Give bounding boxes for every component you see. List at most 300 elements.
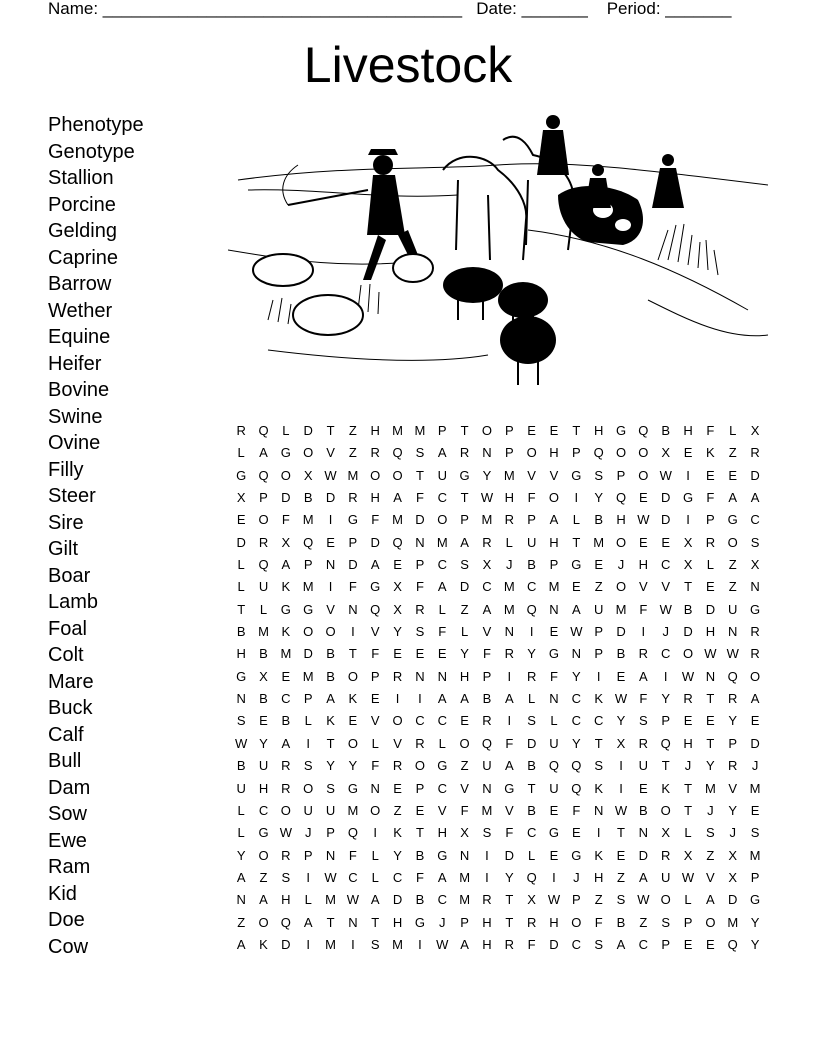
grid-letter[interactable]: T	[706, 691, 715, 707]
grid-letter[interactable]: P	[616, 467, 626, 483]
grid-letter[interactable]: E	[437, 646, 447, 662]
grid-letter[interactable]: F	[505, 735, 514, 751]
grid-letter[interactable]: H	[459, 668, 470, 684]
grid-letter[interactable]: X	[393, 601, 402, 617]
grid-letter[interactable]: E	[571, 579, 581, 595]
grid-letter[interactable]: D	[236, 534, 246, 550]
grid-letter[interactable]: B	[527, 557, 536, 573]
grid-letter[interactable]: C	[437, 557, 447, 573]
grid-letter[interactable]: M	[481, 802, 493, 818]
grid-letter[interactable]: P	[460, 914, 469, 930]
grid-letter[interactable]: O	[705, 914, 716, 930]
grid-letter[interactable]: A	[504, 691, 514, 707]
grid-letter[interactable]: H	[638, 557, 649, 573]
grid-letter[interactable]: N	[370, 780, 380, 796]
grid-letter[interactable]: A	[750, 691, 760, 707]
grid-letter[interactable]: V	[661, 579, 671, 595]
grid-letter[interactable]: I	[373, 825, 378, 841]
grid-letter[interactable]: J	[729, 825, 736, 841]
grid-letter[interactable]: A	[639, 668, 648, 684]
grid-letter[interactable]: L	[438, 735, 446, 751]
grid-letter[interactable]: Q	[258, 557, 269, 573]
grid-letter[interactable]: L	[304, 713, 312, 729]
grid-letter[interactable]: Q	[370, 601, 381, 617]
grid-letter[interactable]: T	[684, 802, 693, 818]
grid-letter[interactable]: W	[436, 936, 449, 952]
grid-letter[interactable]: M	[727, 914, 739, 930]
grid-letter[interactable]: X	[460, 825, 469, 841]
grid-letter[interactable]: S	[236, 713, 246, 729]
grid-letter[interactable]: D	[459, 579, 470, 595]
grid-letter[interactable]: U	[258, 579, 269, 595]
grid-letter[interactable]: W	[480, 490, 494, 506]
grid-letter[interactable]: N	[459, 847, 470, 863]
grid-letter[interactable]: Z	[706, 847, 715, 863]
grid-letter[interactable]: D	[303, 646, 313, 662]
grid-letter[interactable]: B	[482, 691, 492, 707]
grid-letter[interactable]: S	[326, 780, 335, 796]
grid-letter[interactable]: H	[281, 892, 291, 908]
grid-letter[interactable]: R	[750, 624, 760, 640]
grid-letter[interactable]: U	[482, 758, 492, 774]
grid-letter[interactable]: X	[527, 892, 536, 908]
grid-letter[interactable]: S	[594, 758, 603, 774]
grid-letter[interactable]: Z	[639, 914, 648, 930]
grid-letter[interactable]: B	[415, 847, 425, 863]
grid-letter[interactable]: P	[706, 512, 715, 528]
grid-letter[interactable]: E	[393, 557, 402, 573]
grid-letter[interactable]: W	[659, 601, 672, 617]
grid-letter[interactable]: D	[281, 490, 291, 506]
grid-letter[interactable]: B	[303, 490, 313, 506]
grid-letter[interactable]: O	[548, 490, 560, 506]
grid-letter[interactable]: L	[237, 557, 245, 573]
grid-letter[interactable]: U	[593, 601, 604, 617]
grid-letter[interactable]: Z	[728, 579, 737, 595]
grid-letter[interactable]: G	[571, 467, 582, 483]
grid-letter[interactable]: X	[259, 668, 268, 684]
grid-letter[interactable]: H	[504, 490, 514, 506]
grid-letter[interactable]: T	[326, 914, 335, 930]
grid-letter[interactable]: G	[571, 557, 582, 573]
grid-letter[interactable]: K	[594, 691, 603, 707]
grid-letter[interactable]: E	[281, 668, 291, 684]
grid-letter[interactable]: M	[302, 512, 314, 528]
grid-letter[interactable]: X	[236, 490, 246, 506]
grid-letter[interactable]: Z	[348, 445, 357, 461]
grid-letter[interactable]: R	[504, 936, 514, 952]
grid-letter[interactable]: I	[485, 869, 489, 885]
grid-letter[interactable]: C	[526, 825, 537, 841]
grid-letter[interactable]: L	[729, 423, 737, 438]
grid-letter[interactable]: B	[683, 601, 693, 617]
grid-letter[interactable]: E	[594, 557, 603, 573]
grid-letter[interactable]: W	[547, 892, 561, 908]
grid-letter[interactable]: X	[661, 825, 671, 841]
grid-letter[interactable]: F	[706, 423, 715, 438]
grid-letter[interactable]: Y	[728, 713, 738, 729]
grid-letter[interactable]: J	[617, 557, 625, 573]
grid-letter[interactable]: T	[594, 735, 603, 751]
grid-letter[interactable]: R	[705, 534, 716, 550]
grid-letter[interactable]: R	[638, 646, 649, 662]
grid-letter[interactable]: C	[482, 579, 492, 595]
grid-letter[interactable]: D	[303, 423, 313, 438]
grid-letter[interactable]: G	[750, 601, 761, 617]
grid-letter[interactable]: W	[637, 512, 650, 528]
grid-letter[interactable]: K	[594, 847, 603, 863]
grid-letter[interactable]: G	[548, 825, 560, 841]
grid-letter[interactable]: F	[415, 579, 424, 595]
grid-letter[interactable]: O	[370, 467, 381, 483]
grid-letter[interactable]: D	[415, 512, 425, 528]
grid-letter[interactable]: Y	[594, 490, 603, 506]
grid-letter[interactable]: M	[704, 780, 716, 796]
grid-letter[interactable]: R	[415, 735, 425, 751]
grid-letter[interactable]: R	[459, 445, 470, 461]
grid-letter[interactable]: B	[639, 802, 648, 818]
grid-letter[interactable]: Y	[571, 735, 581, 751]
grid-letter[interactable]: H	[236, 646, 246, 662]
grid-letter[interactable]: W	[704, 646, 717, 662]
grid-letter[interactable]: O	[258, 914, 269, 930]
grid-letter[interactable]: N	[236, 892, 246, 908]
grid-letter[interactable]: O	[303, 780, 314, 796]
grid-letter[interactable]: G	[682, 490, 694, 506]
grid-letter[interactable]: M	[280, 646, 292, 662]
grid-letter[interactable]: W	[614, 691, 628, 707]
grid-letter[interactable]: H	[683, 735, 693, 751]
grid-letter[interactable]: I	[663, 668, 668, 684]
grid-letter[interactable]: R	[482, 892, 492, 908]
grid-letter[interactable]: X	[661, 445, 671, 461]
grid-letter[interactable]: Q	[593, 445, 604, 461]
grid-letter[interactable]: E	[616, 847, 626, 863]
grid-letter[interactable]: D	[750, 467, 760, 483]
grid-letter[interactable]: O	[437, 512, 448, 528]
grid-letter[interactable]: F	[706, 490, 715, 506]
grid-letter[interactable]: A	[437, 691, 447, 707]
grid-letter[interactable]: L	[684, 825, 692, 841]
grid-letter[interactable]: I	[418, 936, 422, 952]
grid-letter[interactable]: W	[637, 892, 650, 908]
grid-letter[interactable]: F	[348, 847, 357, 863]
grid-letter[interactable]: G	[548, 646, 560, 662]
grid-letter[interactable]: G	[571, 847, 582, 863]
grid-letter[interactable]: G	[347, 780, 358, 796]
grid-letter[interactable]: M	[481, 512, 493, 528]
grid-letter[interactable]: Z	[594, 892, 603, 908]
grid-letter[interactable]: H	[593, 423, 604, 438]
grid-letter[interactable]: S	[616, 892, 626, 908]
grid-letter[interactable]: H	[437, 825, 447, 841]
grid-letter[interactable]: X	[750, 423, 760, 438]
grid-letter[interactable]: T	[527, 780, 536, 796]
grid-letter[interactable]: E	[549, 847, 559, 863]
period-field[interactable]: Period: _______	[606, 0, 732, 18]
grid-letter[interactable]: N	[415, 668, 425, 684]
grid-letter[interactable]: Y	[750, 936, 760, 952]
grid-letter[interactable]: O	[258, 512, 269, 528]
grid-letter[interactable]: B	[661, 423, 671, 438]
grid-letter[interactable]: G	[280, 601, 291, 617]
grid-letter[interactable]: O	[414, 758, 425, 774]
grid-letter[interactable]: P	[594, 624, 603, 640]
grid-letter[interactable]: R	[348, 490, 358, 506]
grid-letter[interactable]: N	[504, 624, 514, 640]
grid-letter[interactable]: O	[615, 534, 627, 550]
grid-letter[interactable]: Y	[661, 691, 671, 707]
grid-letter[interactable]: I	[507, 713, 512, 729]
grid-letter[interactable]: N	[415, 534, 425, 550]
grid-letter[interactable]: B	[259, 691, 268, 707]
grid-letter[interactable]: W	[570, 624, 583, 640]
grid-letter[interactable]: P	[661, 936, 671, 952]
grid-letter[interactable]: A	[504, 758, 514, 774]
grid-letter[interactable]: F	[371, 646, 380, 662]
grid-letter[interactable]: L	[505, 534, 513, 550]
grid-letter[interactable]: A	[460, 534, 469, 550]
grid-letter[interactable]: E	[706, 936, 715, 952]
grid-letter[interactable]: B	[415, 892, 425, 908]
grid-letter[interactable]: E	[236, 512, 246, 528]
grid-letter[interactable]: A	[750, 490, 760, 506]
grid-letter[interactable]: I	[529, 624, 534, 640]
grid-letter[interactable]: O	[347, 668, 358, 684]
grid-letter[interactable]: P	[259, 490, 268, 506]
grid-letter[interactable]: N	[482, 445, 492, 461]
grid-letter[interactable]: C	[593, 713, 604, 729]
grid-letter[interactable]: E	[549, 423, 559, 438]
grid-letter[interactable]: M	[503, 467, 515, 483]
grid-letter[interactable]: Z	[259, 869, 268, 885]
grid-letter[interactable]: E	[639, 534, 648, 550]
grid-letter[interactable]: Y	[706, 758, 715, 774]
grid-letter[interactable]: I	[485, 847, 489, 863]
grid-letter[interactable]: P	[437, 423, 447, 438]
grid-letter[interactable]: O	[280, 467, 291, 483]
grid-letter[interactable]: P	[460, 512, 469, 528]
grid-letter[interactable]: P	[661, 713, 671, 729]
grid-letter[interactable]: O	[638, 445, 649, 461]
grid-letter[interactable]: S	[460, 557, 469, 573]
grid-letter[interactable]: Z	[460, 601, 469, 617]
grid-letter[interactable]: P	[571, 892, 581, 908]
grid-letter[interactable]: A	[370, 892, 380, 908]
grid-letter[interactable]: P	[415, 557, 425, 573]
grid-letter[interactable]: Q	[347, 825, 358, 841]
grid-letter[interactable]: I	[395, 691, 400, 707]
grid-letter[interactable]: D	[728, 892, 738, 908]
grid-letter[interactable]: E	[571, 825, 581, 841]
grid-letter[interactable]: T	[505, 914, 514, 930]
grid-letter[interactable]: R	[236, 423, 246, 438]
grid-letter[interactable]: P	[303, 691, 313, 707]
grid-letter[interactable]: M	[749, 780, 761, 796]
grid-letter[interactable]: B	[281, 713, 291, 729]
grid-letter[interactable]: R	[750, 646, 760, 662]
grid-letter[interactable]: Q	[638, 423, 649, 438]
grid-letter[interactable]: X	[683, 847, 693, 863]
grid-letter[interactable]: L	[371, 735, 379, 751]
grid-letter[interactable]: V	[326, 445, 335, 461]
grid-letter[interactable]: V	[549, 467, 559, 483]
grid-letter[interactable]: X	[393, 579, 402, 595]
grid-letter[interactable]: H	[370, 490, 380, 506]
grid-letter[interactable]: G	[727, 512, 738, 528]
grid-letter[interactable]: M	[325, 936, 336, 952]
grid-letter[interactable]: W	[279, 825, 292, 841]
grid-letter[interactable]: W	[235, 735, 248, 751]
grid-letter[interactable]: H	[593, 869, 604, 885]
grid-letter[interactable]: N	[348, 601, 358, 617]
grid-letter[interactable]: S	[303, 758, 313, 774]
grid-letter[interactable]: P	[594, 646, 603, 662]
grid-letter[interactable]: P	[303, 557, 313, 573]
grid-letter[interactable]: D	[526, 735, 537, 751]
grid-letter[interactable]: Q	[303, 534, 314, 550]
grid-letter[interactable]: K	[326, 713, 335, 729]
grid-letter[interactable]: I	[328, 579, 333, 595]
grid-letter[interactable]: N	[593, 802, 604, 818]
grid-letter[interactable]: G	[437, 847, 448, 863]
grid-letter[interactable]: F	[348, 579, 357, 595]
grid-letter[interactable]: Y	[348, 758, 358, 774]
grid-letter[interactable]: T	[237, 601, 246, 617]
grid-letter[interactable]: M	[347, 467, 359, 483]
grid-letter[interactable]: E	[527, 423, 536, 438]
grid-letter[interactable]: B	[594, 512, 603, 528]
grid-letter[interactable]: I	[328, 512, 333, 528]
grid-letter[interactable]: P	[415, 780, 425, 796]
grid-letter[interactable]: G	[347, 512, 358, 528]
grid-letter[interactable]: C	[750, 512, 760, 528]
grid-letter[interactable]: S	[415, 445, 425, 461]
grid-letter[interactable]: X	[303, 467, 313, 483]
grid-letter[interactable]: S	[639, 713, 648, 729]
grid-letter[interactable]: E	[750, 713, 760, 729]
grid-letter[interactable]: L	[282, 423, 290, 438]
grid-letter[interactable]: A	[460, 691, 469, 707]
grid-letter[interactable]: M	[302, 668, 314, 684]
grid-letter[interactable]: H	[258, 780, 269, 796]
grid-letter[interactable]: M	[325, 892, 336, 908]
grid-letter[interactable]: P	[549, 557, 559, 573]
grid-letter[interactable]: C	[526, 579, 537, 595]
grid-letter[interactable]: C	[661, 557, 671, 573]
grid-letter[interactable]: A	[639, 869, 648, 885]
grid-letter[interactable]: E	[460, 713, 469, 729]
grid-letter[interactable]: C	[437, 490, 447, 506]
grid-letter[interactable]: Y	[504, 869, 514, 885]
grid-letter[interactable]: O	[303, 624, 314, 640]
grid-letter[interactable]: A	[437, 869, 447, 885]
grid-letter[interactable]: D	[661, 512, 671, 528]
grid-letter[interactable]: J	[662, 624, 669, 640]
grid-letter[interactable]: G	[303, 601, 314, 617]
grid-letter[interactable]: K	[348, 691, 358, 707]
grid-letter[interactable]: N	[325, 847, 336, 863]
grid-letter[interactable]: E	[706, 467, 715, 483]
grid-letter[interactable]: E	[415, 646, 425, 662]
grid-letter[interactable]: Y	[616, 713, 626, 729]
grid-letter[interactable]: B	[326, 668, 335, 684]
grid-letter[interactable]: A	[616, 936, 626, 952]
grid-letter[interactable]: F	[482, 646, 491, 662]
grid-letter[interactable]: J	[304, 825, 312, 841]
grid-letter[interactable]: I	[418, 691, 422, 707]
grid-letter[interactable]: D	[750, 735, 760, 751]
grid-letter[interactable]: E	[706, 713, 715, 729]
grid-letter[interactable]: E	[549, 802, 559, 818]
grid-letter[interactable]: O	[280, 802, 291, 818]
grid-letter[interactable]: O	[459, 735, 470, 751]
grid-letter[interactable]: O	[481, 423, 493, 438]
grid-letter[interactable]: L	[237, 445, 245, 461]
grid-letter[interactable]: A	[437, 579, 447, 595]
grid-letter[interactable]: R	[661, 847, 671, 863]
grid-letter[interactable]: E	[706, 579, 715, 595]
grid-letter[interactable]: E	[393, 646, 402, 662]
grid-letter[interactable]: G	[615, 423, 627, 438]
grid-letter[interactable]: U	[526, 534, 537, 550]
grid-letter[interactable]: F	[460, 802, 469, 818]
grid-letter[interactable]: Z	[617, 869, 625, 885]
grid-letter[interactable]: S	[594, 936, 603, 952]
grid-letter[interactable]: O	[347, 735, 358, 751]
grid-letter[interactable]: U	[236, 780, 246, 796]
grid-letter[interactable]: G	[414, 914, 425, 930]
grid-letter[interactable]: E	[259, 713, 268, 729]
grid-letter[interactable]: O	[370, 802, 381, 818]
grid-letter[interactable]: M	[414, 423, 426, 438]
grid-letter[interactable]: A	[460, 936, 469, 952]
grid-letter[interactable]: V	[326, 601, 335, 617]
grid-letter[interactable]: X	[683, 557, 693, 573]
grid-letter[interactable]: R	[281, 780, 291, 796]
grid-letter[interactable]: X	[683, 534, 693, 550]
grid-letter[interactable]: J	[506, 557, 513, 573]
grid-letter[interactable]: A	[370, 557, 380, 573]
grid-letter[interactable]: T	[617, 825, 625, 841]
grid-letter[interactable]: L	[528, 691, 536, 707]
grid-letter[interactable]: U	[437, 467, 447, 483]
grid-letter[interactable]: V	[460, 780, 469, 796]
grid-letter[interactable]: R	[728, 758, 738, 774]
grid-letter[interactable]: N	[728, 624, 738, 640]
grid-letter[interactable]: Q	[481, 735, 493, 751]
grid-letter[interactable]: G	[258, 825, 269, 841]
grid-letter[interactable]: N	[750, 579, 760, 595]
grid-letter[interactable]: L	[684, 892, 692, 908]
grid-letter[interactable]: I	[596, 668, 601, 684]
grid-letter[interactable]: O	[392, 713, 403, 729]
grid-letter[interactable]: O	[392, 467, 403, 483]
grid-letter[interactable]: G	[504, 780, 515, 796]
grid-letter[interactable]: M	[258, 624, 269, 640]
grid-letter[interactable]: L	[304, 892, 312, 908]
grid-letter[interactable]: C	[437, 892, 447, 908]
grid-letter[interactable]: G	[236, 467, 247, 483]
grid-letter[interactable]: R	[750, 445, 760, 461]
grid-letter[interactable]: R	[482, 713, 492, 729]
grid-letter[interactable]: K	[706, 445, 715, 461]
grid-letter[interactable]: Y	[393, 847, 402, 863]
grid-letter[interactable]: N	[549, 601, 559, 617]
grid-letter[interactable]: A	[482, 601, 492, 617]
grid-letter[interactable]: B	[616, 646, 626, 662]
grid-letter[interactable]: Z	[460, 758, 469, 774]
